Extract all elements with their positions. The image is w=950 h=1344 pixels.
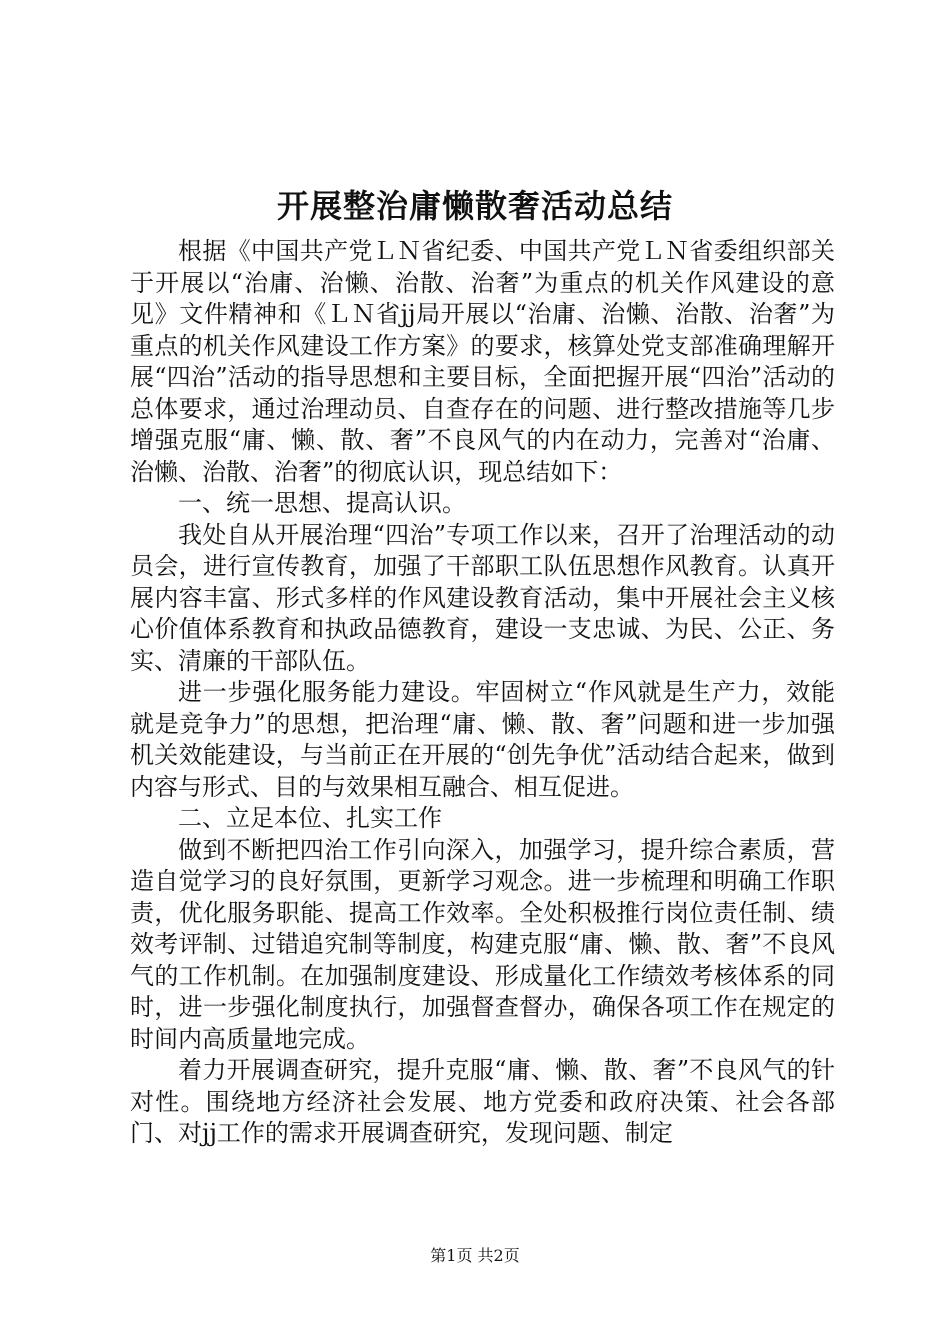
body-paragraph: 做到不断把四治工作引向深入，加强学习，提升综合素质，营造自觉学习的良好氛围，更新学习观念。进一步梳理和明确工作职责，优化服务职能、提高工作效率。全处积极推行岗位责任制、绩效考评制、过错追究制等制度，构建克服“庸、懒、散、奢”不良风气的工作机制。在加强制度建设、形成量化工作绩效考核体系的同时，进一步强化制度执行，加强督查督办，确保各项工作在规定的时间内高质量地完成。 [130,835,835,1053]
body-paragraph: 我处自从开展治理“四治”专项工作以来，召开了治理活动的动员会，进行宣传教育，加强了干部职工队伍思想作风教育。认真开展内容丰富、形式多样的作风建设教育活动，集中开展社会主义核心价值体系教育和执政品德教育，建设一支忠诚、为民、公正、务实、清廉的干部队伍。 [130,520,835,675]
section-heading-1: 一、统一思想、提高认识。 [178,489,466,517]
document-body [130,236,835,1150]
document-title: 开展整治庸懒散奢活动总结 [276,187,673,225]
body-paragraph: 进一步强化服务能力建设。牢固树立“作风就是生产力，效能就是竞争力”的思想，把治理“庸、懒、散、奢”问题和进一步加强机关效能建设，与当前正在开展的“创先争优”活动结合起来，做到内容与形式、目的与效果相互融合、相互促进。 [130,678,835,801]
body-paragraph: 着力开展调查研究，提升克服“庸、懒、散、奢”不良风气的针对性。围绕地方经济社会发展、地方党委和政府决策、社会各部门、对jj工作的需求开展调查研究，发现问题、制定 [130,1056,835,1147]
intro-paragraph: 根据《中国共产党ＬＮ省纪委、中国共产党ＬＮ省委组织部关于开展以“治庸、治懒、治散、治奢”为重点的机关作风建设的意见》文件精神和《ＬＮ省jj局开展以“治庸、治懒、治散、治奢”为重点的机关作风建设工作方案》的要求，核算处党支部准确理解开展“四治”活动的指导思想和主要目标，全面把握开展“四治”活动的总体要求，通过治理动员、自查存在的问题、进行整改措施等几步增强克服“庸、懒、散、奢”不良风气的内在动力，完善对“治庸、治懒、治散、治奢”的彻底认识，现总结如下： [130,237,835,486]
page-footer: 第1页 共2页 [430,1246,520,1265]
section-heading-2: 二、立足本位、扎实工作 [178,804,442,832]
